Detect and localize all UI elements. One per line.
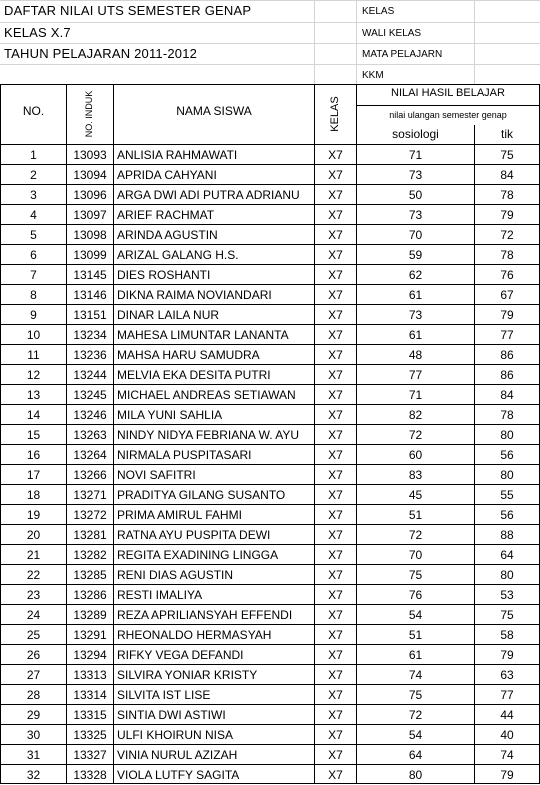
header-divider	[356, 105, 540, 106]
cell-no[interactable]: 14	[26, 408, 41, 422]
cell-sosiologi[interactable]: 48	[408, 348, 423, 362]
gridline	[356, 0, 357, 84]
cell-no[interactable]: 11	[27, 348, 40, 362]
cell-no[interactable]: 27	[26, 668, 41, 682]
cell-nama-siswa[interactable]: NOVI SAFITRI	[117, 468, 196, 482]
cell-tik[interactable]: 55	[500, 488, 514, 502]
cell-sosiologi[interactable]: 77	[408, 368, 423, 382]
cell-no[interactable]: 8	[30, 288, 37, 302]
row-divider	[0, 504, 540, 505]
cell-no[interactable]: 29	[26, 708, 41, 722]
meta-kkm[interactable]: KKM	[362, 70, 384, 81]
cell-no-induk[interactable]: 13327	[73, 748, 107, 762]
row-divider	[0, 424, 540, 425]
cell-kelas[interactable]: X7	[328, 708, 343, 722]
cell-nama-siswa[interactable]: ARGA DWI ADI PUTRA ADRIANU	[117, 188, 300, 202]
cell-kelas[interactable]: X7	[328, 248, 343, 262]
cell-kelas[interactable]: X7	[328, 568, 343, 582]
cell-tik[interactable]: 78	[500, 248, 514, 262]
cell-kelas[interactable]: X7	[328, 148, 343, 162]
row-divider	[0, 704, 540, 705]
cell-kelas[interactable]: X7	[328, 648, 343, 662]
cell-kelas[interactable]: X7	[328, 768, 343, 782]
cell-no-induk[interactable]: 13266	[73, 468, 107, 482]
cell-sosiologi[interactable]: 80	[408, 768, 423, 782]
cell-no[interactable]: 32	[26, 768, 41, 782]
cell-no-induk[interactable]: 13263	[73, 428, 107, 442]
cell-tik[interactable]: 88	[500, 528, 514, 542]
row-divider	[0, 244, 540, 245]
cell-tik[interactable]: 58	[500, 628, 514, 642]
cell-kelas[interactable]: X7	[328, 528, 343, 542]
cell-kelas[interactable]: X7	[328, 188, 343, 202]
cell-kelas[interactable]: X7	[328, 348, 343, 362]
cell-no-induk[interactable]: 13282	[73, 548, 107, 562]
cell-tik[interactable]: 76	[500, 268, 514, 282]
cell-sosiologi[interactable]: 73	[408, 208, 423, 222]
cell-sosiologi[interactable]: 51	[408, 628, 423, 642]
cell-tik[interactable]: 72	[500, 228, 514, 242]
cell-no-induk[interactable]: 13289	[73, 608, 107, 622]
cell-no[interactable]: 1	[30, 148, 37, 162]
cell-tik[interactable]: 78	[500, 408, 514, 422]
meta-mata-pelajaran[interactable]: MATA PELAJARN	[362, 49, 443, 60]
col-header-no-induk[interactable]: NO. INDUK	[84, 90, 94, 138]
cell-kelas[interactable]: X7	[328, 368, 343, 382]
cell-no-induk[interactable]: 13314	[73, 688, 107, 702]
cell-no-induk[interactable]: 13093	[73, 148, 107, 162]
cell-sosiologi[interactable]: 61	[408, 648, 423, 662]
cell-kelas[interactable]: X7	[328, 408, 343, 422]
cell-tik[interactable]: 63	[500, 668, 514, 682]
cell-sosiologi[interactable]: 71	[408, 148, 423, 162]
cell-sosiologi[interactable]: 45	[408, 488, 423, 502]
cell-no-induk[interactable]: 13099	[73, 248, 107, 262]
class-title[interactable]: KELAS X.7	[4, 25, 71, 40]
cell-kelas[interactable]: X7	[328, 588, 343, 602]
cell-no-induk[interactable]: 13246	[73, 408, 107, 422]
cell-kelas[interactable]: X7	[328, 728, 343, 742]
cell-no[interactable]: 10	[26, 328, 41, 342]
row-divider	[0, 484, 540, 485]
cell-no[interactable]: 17	[26, 468, 41, 482]
cell-nama-siswa[interactable]: PRADITYA GILANG SUSANTO	[117, 488, 286, 502]
cell-nama-siswa[interactable]: SILVITA IST LISE	[117, 688, 211, 702]
cell-kelas[interactable]: X7	[328, 208, 343, 222]
row-divider	[0, 284, 540, 285]
cell-nama-siswa[interactable]: MAHESA LIMUNTAR LANANTA	[117, 328, 289, 342]
cell-sosiologi[interactable]: 71	[408, 388, 423, 402]
cell-no[interactable]: 31	[26, 748, 41, 762]
row-divider	[0, 544, 540, 545]
cell-no-induk[interactable]: 13098	[73, 228, 107, 242]
row-divider	[0, 204, 540, 205]
cell-tik[interactable]: 56	[500, 448, 514, 462]
cell-sosiologi[interactable]: 73	[408, 168, 423, 182]
cell-no-induk[interactable]: 13146	[73, 288, 107, 302]
row-divider	[0, 264, 540, 265]
cell-nama-siswa[interactable]: ARINDA AGUSTIN	[117, 228, 218, 242]
cell-sosiologi[interactable]: 62	[408, 268, 423, 282]
cell-kelas[interactable]: X7	[328, 508, 343, 522]
cell-sosiologi[interactable]: 72	[408, 428, 423, 442]
cell-tik[interactable]: 84	[500, 168, 514, 182]
col-group-subtitle[interactable]: nilai ulangan semester genap	[389, 110, 507, 120]
cell-no[interactable]: 25	[26, 628, 41, 642]
cell-tik[interactable]: 80	[500, 568, 514, 582]
cell-sosiologi[interactable]: 72	[408, 708, 423, 722]
cell-sosiologi[interactable]: 75	[408, 568, 423, 582]
cell-nama-siswa[interactable]: ULFI KHOIRUN NISA	[117, 728, 234, 742]
cell-kelas[interactable]: X7	[328, 428, 343, 442]
cell-tik[interactable]: 80	[500, 468, 514, 482]
col-header-sosiologi[interactable]: sosiologi	[392, 127, 439, 141]
cell-tik[interactable]: 79	[500, 308, 514, 322]
cell-tik[interactable]: 77	[500, 688, 514, 702]
cell-tik[interactable]: 44	[500, 708, 514, 722]
cell-no[interactable]: 30	[26, 728, 41, 742]
cell-no[interactable]: 20	[26, 528, 41, 542]
cell-no-induk[interactable]: 13285	[73, 568, 107, 582]
cell-kelas[interactable]: X7	[328, 448, 343, 462]
cell-sosiologi[interactable]: 60	[408, 448, 423, 462]
cell-kelas[interactable]: X7	[328, 748, 343, 762]
cell-tik[interactable]: 86	[500, 368, 514, 382]
cell-no[interactable]: 3	[30, 188, 37, 202]
cell-no-induk[interactable]: 13315	[73, 708, 107, 722]
cell-tik[interactable]: 79	[500, 648, 514, 662]
cell-no[interactable]: 7	[30, 268, 37, 282]
cell-tik[interactable]: 75	[500, 148, 514, 162]
cell-kelas[interactable]: X7	[328, 488, 343, 502]
cell-no-induk[interactable]: 13094	[73, 168, 107, 182]
cell-sosiologi[interactable]: 73	[408, 308, 423, 322]
cell-tik[interactable]: 84	[500, 388, 514, 402]
cell-no-induk[interactable]: 13236	[73, 348, 107, 362]
cell-nama-siswa[interactable]: NIRMALA PUSPITASARI	[117, 448, 252, 462]
cell-no-induk[interactable]: 13291	[73, 628, 107, 642]
cell-no[interactable]: 9	[30, 308, 37, 322]
meta-kelas[interactable]: KELAS	[362, 6, 395, 17]
cell-no[interactable]: 18	[26, 488, 41, 502]
cell-sosiologi[interactable]: 51	[408, 508, 423, 522]
cell-nama-siswa[interactable]: MAHSA HARU SAMUDRA	[117, 348, 260, 362]
cell-kelas[interactable]: X7	[328, 608, 343, 622]
cell-nama-siswa[interactable]: NINDY NIDYA FEBRIANA W. AYU	[117, 428, 300, 442]
cell-nama-siswa[interactable]: DIES ROSHANTI	[117, 268, 211, 282]
cell-no[interactable]: 21	[26, 548, 41, 562]
col-header-tik[interactable]: tik	[501, 127, 513, 141]
cell-no-induk[interactable]: 13234	[73, 328, 107, 342]
cell-sosiologi[interactable]: 82	[408, 408, 423, 422]
col-header-kelas[interactable]: KELAS	[329, 96, 341, 132]
gridline	[314, 0, 315, 84]
cell-kelas[interactable]: X7	[328, 628, 343, 642]
row-divider	[0, 324, 540, 325]
cell-tik[interactable]: 79	[500, 208, 514, 222]
cell-no-induk[interactable]: 13151	[73, 308, 107, 322]
cell-no[interactable]: 4	[30, 208, 37, 222]
cell-nama-siswa[interactable]: SILVIRA YONIAR KRISTY	[117, 668, 258, 682]
row-divider	[0, 384, 540, 385]
row-divider	[0, 584, 540, 585]
cell-no-induk[interactable]: 13245	[73, 388, 107, 402]
row-divider	[0, 744, 540, 745]
row-divider	[0, 344, 540, 345]
row-divider	[0, 444, 540, 445]
cell-sosiologi[interactable]: 83	[408, 468, 423, 482]
cell-tik[interactable]: 79	[500, 768, 514, 782]
row-divider	[0, 644, 540, 645]
row-divider	[0, 364, 540, 365]
gridline	[474, 0, 475, 84]
cell-no-induk[interactable]: 13145	[73, 268, 107, 282]
cell-sosiologi[interactable]: 74	[408, 668, 423, 682]
cell-tik[interactable]: 67	[500, 288, 514, 302]
year-title[interactable]: TAHUN PELAJARAN 2011-2012	[4, 46, 198, 61]
cell-sosiologi[interactable]: 61	[408, 288, 423, 302]
cell-nama-siswa[interactable]: APRIDA CAHYANI	[117, 168, 217, 182]
cell-kelas[interactable]: X7	[328, 268, 343, 282]
cell-no[interactable]: 12	[26, 368, 41, 382]
cell-no-induk[interactable]: 13313	[73, 668, 107, 682]
gridline	[0, 64, 540, 65]
cell-no[interactable]: 16	[26, 448, 41, 462]
cell-tik[interactable]: 53	[500, 588, 514, 602]
cell-no-induk[interactable]: 13328	[73, 768, 107, 782]
cell-kelas[interactable]: X7	[328, 668, 343, 682]
cell-no[interactable]: 23	[26, 588, 41, 602]
cell-kelas[interactable]: X7	[328, 548, 343, 562]
cell-nama-siswa[interactable]: ARIEF RACHMAT	[117, 208, 215, 222]
row-divider	[0, 724, 540, 725]
cell-nama-siswa[interactable]: ARIZAL GALANG H.S.	[117, 248, 239, 262]
cell-nama-siswa[interactable]: MILA YUNI SAHLIA	[117, 408, 223, 422]
cell-nama-siswa[interactable]: RESTI IMALIYA	[117, 588, 203, 602]
cell-no-induk[interactable]: 13294	[73, 648, 107, 662]
row-divider	[0, 564, 540, 565]
row-divider	[0, 164, 540, 165]
cell-nama-siswa[interactable]: REZA APRILIANSYAH EFFENDI	[117, 608, 293, 622]
cell-sosiologi[interactable]: 72	[408, 528, 423, 542]
cell-nama-siswa[interactable]: PRIMA AMIRUL FAHMI	[117, 508, 242, 522]
cell-no[interactable]: 15	[26, 428, 41, 442]
cell-sosiologi[interactable]: 54	[408, 728, 423, 742]
cell-nama-siswa[interactable]: RENI DIAS AGUSTIN	[117, 568, 234, 582]
cell-no[interactable]: 28	[26, 688, 41, 702]
cell-kelas[interactable]: X7	[328, 288, 343, 302]
cell-nama-siswa[interactable]: VINIA NURUL AZIZAH	[117, 748, 238, 762]
cell-kelas[interactable]: X7	[328, 468, 343, 482]
cell-tik[interactable]: 77	[500, 328, 514, 342]
cell-tik[interactable]: 64	[500, 548, 514, 562]
cell-nama-siswa[interactable]: VIOLA LUTFY SAGITA	[117, 768, 240, 782]
row-divider	[0, 304, 540, 305]
cell-no-induk[interactable]: 13325	[73, 728, 107, 742]
table-border	[0, 84, 540, 85]
cell-sosiologi[interactable]: 76	[408, 588, 423, 602]
cell-no[interactable]: 24	[26, 608, 41, 622]
cell-sosiologi[interactable]: 70	[408, 228, 423, 242]
row-divider	[0, 524, 540, 525]
cell-no[interactable]: 2	[30, 168, 37, 182]
cell-kelas[interactable]: X7	[328, 328, 343, 342]
cell-sosiologi[interactable]: 59	[408, 248, 423, 262]
gridline	[0, 43, 540, 44]
cell-no[interactable]: 19	[26, 508, 41, 522]
cell-no-induk[interactable]: 13097	[73, 208, 107, 222]
cell-nama-siswa[interactable]: RIFKY VEGA DEFANDI	[117, 648, 244, 662]
cell-nama-siswa[interactable]: REGITA EXADINING LINGGA	[117, 548, 279, 562]
row-divider	[0, 684, 540, 685]
cell-sosiologi[interactable]: 50	[408, 188, 423, 202]
row-divider	[0, 764, 540, 765]
cell-kelas[interactable]: X7	[328, 388, 343, 402]
col-group-nilai-hasil-belajar[interactable]: NILAI HASIL BELAJAR	[391, 87, 505, 99]
cell-kelas[interactable]: X7	[328, 308, 343, 322]
cell-tik[interactable]: 74	[500, 748, 514, 762]
row-divider	[0, 604, 540, 605]
cell-no-induk[interactable]: 13286	[73, 588, 107, 602]
col-header-nama-siswa[interactable]: NAMA SISWA	[176, 104, 252, 118]
cell-no-induk[interactable]: 13272	[73, 508, 107, 522]
gridline	[0, 22, 540, 23]
cell-no-induk[interactable]: 13096	[73, 188, 107, 202]
cell-nama-siswa[interactable]: ANLISIA RAHMAWATI	[117, 148, 238, 162]
cell-nama-siswa[interactable]: DIKNA RAIMA NOVIANDARI	[117, 288, 272, 302]
row-divider	[0, 464, 540, 465]
cell-no-induk[interactable]: 13281	[73, 528, 107, 542]
cell-sosiologi[interactable]: 64	[408, 748, 423, 762]
row-divider	[0, 664, 540, 665]
cell-no[interactable]: 26	[26, 648, 41, 662]
cell-tik[interactable]: 78	[500, 188, 514, 202]
cell-tik[interactable]: 56	[500, 508, 514, 522]
cell-kelas[interactable]: X7	[328, 168, 343, 182]
cell-no-induk[interactable]: 13271	[73, 488, 107, 502]
cell-no-induk[interactable]: 13244	[73, 368, 107, 382]
cell-no-induk[interactable]: 13264	[73, 448, 107, 462]
gridline	[0, 0, 540, 1]
meta-wali-kelas[interactable]: WALI KELAS	[362, 28, 422, 39]
row-divider	[0, 184, 540, 185]
report-title[interactable]: DAFTAR NILAI UTS SEMESTER GENAP	[4, 3, 252, 18]
cell-no[interactable]: 13	[26, 388, 41, 402]
cell-nama-siswa[interactable]: RATNA AYU PUSPITA DEWI	[117, 528, 271, 542]
cell-kelas[interactable]: X7	[328, 688, 343, 702]
row-divider	[0, 224, 540, 225]
cell-sosiologi[interactable]: 70	[408, 548, 423, 562]
cell-no[interactable]: 22	[26, 568, 41, 582]
cell-no[interactable]: 5	[30, 228, 37, 242]
cell-nama-siswa[interactable]: RHEONALDO HERMASYAH	[117, 628, 272, 642]
cell-tik[interactable]: 86	[500, 348, 514, 362]
cell-sosiologi[interactable]: 54	[408, 608, 423, 622]
cell-tik[interactable]: 40	[500, 728, 514, 742]
cell-nama-siswa[interactable]: DINAR LAILA NUR	[117, 308, 220, 322]
cell-kelas[interactable]: X7	[328, 228, 343, 242]
cell-nama-siswa[interactable]: SINTIA DWI ASTIWI	[117, 708, 226, 722]
cell-no[interactable]: 6	[30, 248, 37, 262]
cell-nama-siswa[interactable]: MELVIA EKA DESITA PUTRI	[117, 368, 271, 382]
cell-tik[interactable]: 80	[500, 428, 514, 442]
cell-nama-siswa[interactable]: MICHAEL ANDREAS SETIAWAN	[117, 388, 296, 402]
cell-tik[interactable]: 75	[500, 608, 514, 622]
col-header-no[interactable]: NO.	[22, 104, 45, 118]
row-divider	[0, 624, 540, 625]
cell-sosiologi[interactable]: 61	[408, 328, 423, 342]
row-divider	[0, 404, 540, 405]
cell-sosiologi[interactable]: 75	[408, 688, 423, 702]
